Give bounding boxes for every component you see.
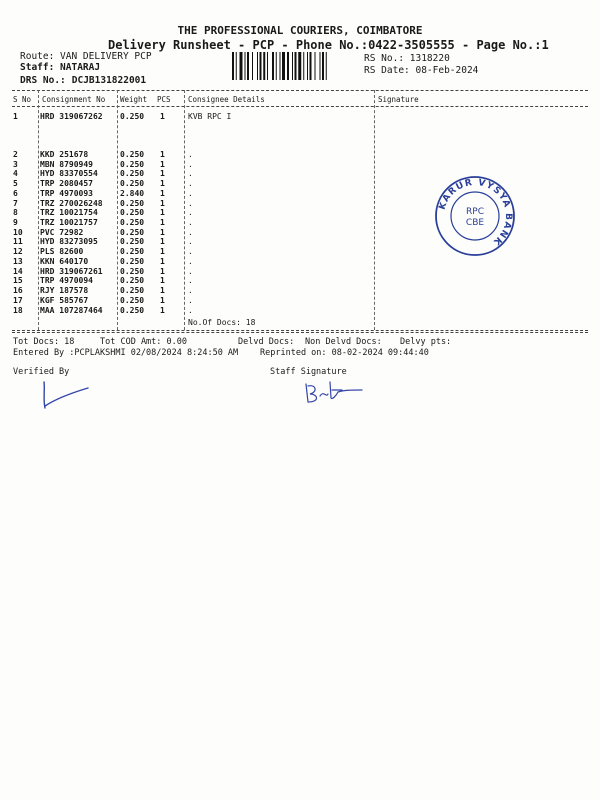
- row-consignee: .: [188, 159, 193, 169]
- stamp-outer-text: KARUR VYSYA BANK: [437, 177, 514, 248]
- row-consignee: .: [188, 169, 193, 179]
- row-pcs: 1: [160, 179, 165, 189]
- entered-by: Entered By :PCPLAKSHMI 02/08/2024 8:24:50 AM: [13, 348, 239, 358]
- row-sno: 6: [13, 188, 18, 198]
- barcode-bar: [320, 52, 321, 80]
- row-consignment-no: RJY 187578: [40, 286, 89, 296]
- row-consignee: .: [188, 208, 193, 218]
- barcode-bar: [236, 52, 237, 80]
- row-weight: 0.250: [120, 112, 145, 121]
- route-text: Route: VAN DELIVERY PCP: [20, 51, 152, 62]
- row-pcs: 1: [160, 276, 165, 286]
- row-sno: 10: [13, 227, 23, 237]
- barcode-bar: [315, 52, 316, 80]
- row-sno: 1: [13, 112, 18, 121]
- row-consignment-no: HRD 319067262: [40, 112, 103, 121]
- row-sno: 11: [13, 237, 23, 247]
- drs-label: DRS No.:: [20, 75, 66, 86]
- barcode-bar: [240, 52, 243, 80]
- row-weight: 0.250: [120, 227, 145, 237]
- row-consignment-no: KKN 640170: [40, 256, 89, 266]
- reprinted-on: Reprinted on: 08-02-2024 09:44:40: [260, 348, 429, 358]
- row-consignee: .: [188, 198, 193, 208]
- row-weight: 0.250: [120, 247, 145, 257]
- row-consignee: .: [188, 218, 193, 228]
- table-bottom-rule: [12, 330, 588, 331]
- table-row: [0, 296, 600, 306]
- barcode-bar: [307, 52, 308, 80]
- row-consignee: .: [188, 179, 193, 189]
- row-sno: 9: [13, 218, 18, 228]
- row-pcs: 1: [160, 159, 165, 169]
- col-header-weight: Weight: [120, 95, 148, 104]
- row-sno: 3: [13, 159, 18, 169]
- row-consignment-no: MAA 107287464: [40, 305, 103, 315]
- row-weight: 0.250: [120, 266, 145, 276]
- row-consignee: .: [188, 247, 193, 257]
- barcode-bar: [298, 52, 301, 80]
- row-pcs: 1: [160, 247, 165, 257]
- barcode-bar: [232, 52, 234, 80]
- barcode-bar: [287, 52, 289, 80]
- row-weight: 0.250: [120, 305, 145, 315]
- barcode-bar: [267, 52, 268, 80]
- company-name: THE PROFESSIONAL COURIERS, COIMBATORE: [177, 24, 423, 37]
- barcode-bar: [280, 52, 281, 80]
- row-weight: 0.250: [120, 159, 145, 169]
- row-sno: 14: [13, 266, 23, 276]
- row-pcs: 1: [160, 169, 165, 179]
- row-pcs: 1: [160, 218, 165, 228]
- row-consignment-no: HYD 83273095: [40, 237, 98, 247]
- non-delvd-docs: Non Delvd Docs:: [305, 337, 382, 347]
- row-consignment-no: PLS 82600: [40, 247, 84, 257]
- row-weight: 0.250: [120, 150, 145, 159]
- row-pcs: 1: [160, 286, 165, 296]
- row-consignee: .: [188, 295, 193, 305]
- barcode-bar: [322, 52, 324, 80]
- delvd-docs: Delvd Docs:: [238, 337, 295, 347]
- col-header-sno: S No: [13, 95, 32, 104]
- row-weight: 2.840: [120, 188, 145, 198]
- col-header-signature: Signature: [378, 95, 419, 104]
- row-pcs: 1: [160, 305, 165, 315]
- table-row: [0, 306, 600, 316]
- delvy-pts: Delvy pts:: [400, 337, 452, 347]
- drs-number: [20, 75, 146, 86]
- stamp-line-1: RPC: [466, 207, 484, 217]
- verifier-signature: [36, 378, 96, 414]
- row-consignment-no: TRP 4970094: [40, 276, 93, 286]
- staff-signature: [298, 378, 368, 408]
- row-consignee: .: [188, 276, 193, 286]
- table-row: [0, 160, 600, 170]
- barcode-bar: [247, 52, 249, 80]
- row-consignment-no: KKD 251678: [40, 150, 89, 159]
- row-sno: 13: [13, 256, 23, 266]
- barcode-bar: [257, 52, 258, 80]
- row-consignment-no: TRP 2080457: [40, 179, 93, 189]
- row-pcs: 1: [160, 188, 165, 198]
- table-row: [0, 257, 600, 267]
- row-weight: 0.250: [120, 237, 145, 247]
- row-pcs: 1: [160, 150, 165, 159]
- row-consignment-no: MBN 8790949: [40, 159, 93, 169]
- header-rule: [12, 106, 588, 107]
- row-consignment-no: TRZ 10021754: [40, 208, 98, 218]
- rs-date: RS Date: 08-Feb-2024: [364, 65, 479, 76]
- row-sno: 12: [13, 247, 23, 257]
- row-consignee: .: [188, 188, 193, 198]
- barcode-bar: [276, 52, 277, 80]
- row-pcs: 1: [160, 266, 165, 276]
- row-weight: 0.250: [120, 198, 145, 208]
- row-weight: 0.250: [120, 295, 145, 305]
- barcode-bar: [263, 52, 265, 80]
- barcode-bar: [252, 52, 253, 80]
- barcode-bar: [310, 52, 312, 80]
- table-top-rule: [12, 90, 588, 91]
- drs-value: DCJB131822001: [71, 75, 147, 86]
- row-sno: 17: [13, 295, 23, 305]
- row-weight: 0.250: [120, 208, 145, 218]
- barcode-bar: [303, 52, 304, 80]
- row-consignee: KVB RPC I: [188, 112, 232, 121]
- row-weight: 0.250: [120, 218, 145, 228]
- row-consignment-no: PVC 72982: [40, 227, 84, 237]
- row-consignee: .: [188, 266, 193, 276]
- row-consignment-no: HRD 319067261: [40, 266, 103, 276]
- row-sno: 5: [13, 179, 18, 189]
- tot-cod-amt: Tot COD Amt: 0.00: [100, 337, 187, 347]
- barcode-bar: [260, 52, 262, 80]
- col-header-consignee: Consignee Details: [188, 95, 265, 104]
- barcode-bar: [292, 52, 293, 80]
- runsheet-title: Delivery Runsheet - PCP - Phone No.:0422-3505555 - Page No.:1: [108, 38, 549, 52]
- row-consignment-no: TRP 4970093: [40, 188, 93, 198]
- row-consignment-no: KGF 585767: [40, 295, 89, 305]
- barcode-bar: [326, 52, 327, 80]
- stamp-line-2: CBE: [465, 218, 485, 228]
- row-pcs: 1: [160, 256, 165, 266]
- row-consignment-no: TRZ 270026248: [40, 198, 103, 208]
- col-header-pcs: PCS: [157, 95, 171, 104]
- table-row: [0, 276, 600, 286]
- row-pcs: 1: [160, 227, 165, 237]
- row-consignment-no: HYD 83370554: [40, 169, 98, 179]
- row-pcs: 1: [160, 295, 165, 305]
- table-row: [0, 150, 600, 160]
- table-row: [0, 286, 600, 296]
- row-sno: 15: [13, 276, 23, 286]
- row-weight: 0.250: [120, 286, 145, 296]
- row-weight: 0.250: [120, 256, 145, 266]
- verified-by-label: Verified By: [13, 367, 70, 377]
- footer-rule: [12, 332, 588, 333]
- barcode-bar: [282, 52, 285, 80]
- barcode-bar: [272, 52, 274, 80]
- row-pcs: 1: [160, 198, 165, 208]
- row-consignment-no: TRZ 10021757: [40, 218, 98, 228]
- barcode-image: [232, 52, 354, 80]
- row-sno: 2: [13, 150, 18, 159]
- row-consignee: .: [188, 256, 193, 266]
- row-sno: 8: [13, 208, 18, 218]
- tot-docs: Tot Docs: 18: [13, 337, 75, 347]
- row-sno: 16: [13, 286, 23, 296]
- barcode-bar: [245, 52, 246, 80]
- row-consignee: .: [188, 227, 193, 237]
- row-pcs: 1: [160, 112, 165, 121]
- table-row: [0, 267, 600, 277]
- row-consignee: .: [188, 237, 193, 247]
- row-sno: 18: [13, 305, 23, 315]
- row-consignee: .: [188, 150, 193, 159]
- bank-stamp: [434, 175, 516, 257]
- no-of-docs: No.Of Docs: 18: [188, 318, 256, 327]
- row-consignee: .: [188, 305, 193, 315]
- row-weight: 0.250: [120, 179, 145, 189]
- row-consignee: .: [188, 286, 193, 296]
- row-weight: 0.250: [120, 276, 145, 286]
- staff-text: Staff: NATARAJ: [20, 62, 101, 73]
- rs-number: RS No.: 1318220: [364, 53, 450, 64]
- staff-signature-label: Staff Signature: [270, 367, 347, 377]
- col-header-consignment: Consignment No: [42, 95, 106, 104]
- row-sno: 7: [13, 198, 18, 208]
- row-pcs: 1: [160, 208, 165, 218]
- row-pcs: 1: [160, 237, 165, 247]
- table-row: [0, 112, 600, 122]
- row-weight: 0.250: [120, 169, 145, 179]
- row-sno: 4: [13, 169, 18, 179]
- barcode-bar: [295, 52, 297, 80]
